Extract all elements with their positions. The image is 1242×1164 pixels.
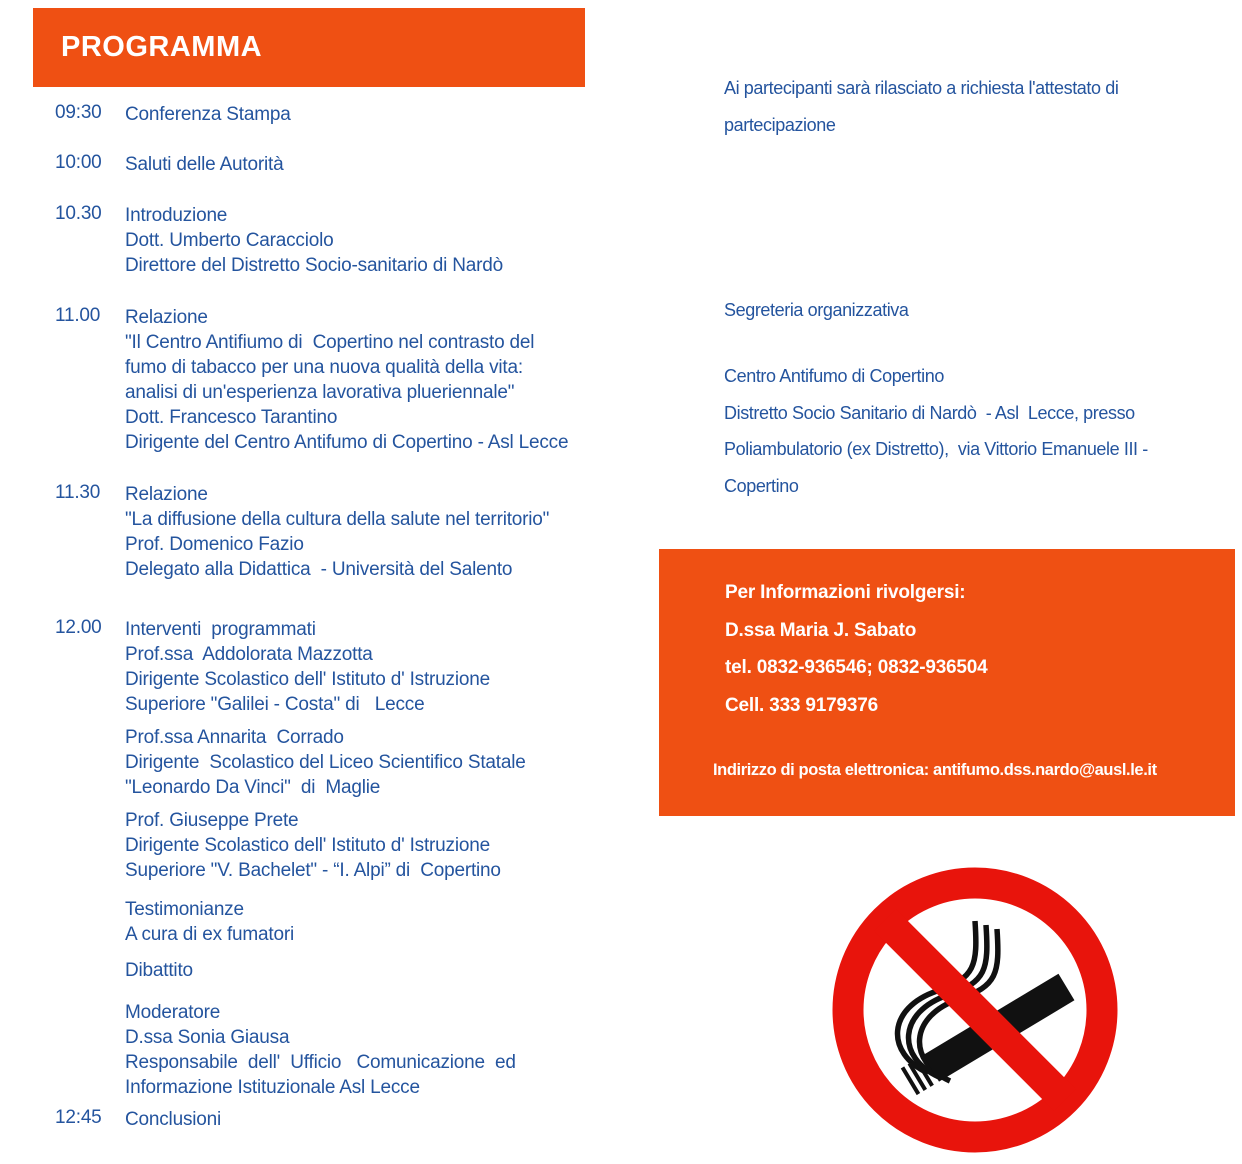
entry-line: Relazione bbox=[125, 484, 208, 505]
secretariat-address bbox=[724, 358, 1148, 504]
entry-line: fumo di tabacco per una nuova qualità della vita: bbox=[125, 357, 523, 378]
entry-line: Dibattito bbox=[125, 960, 193, 981]
entry-time: 11.00 bbox=[55, 305, 101, 326]
entry-time: 10:00 bbox=[55, 152, 102, 173]
entry-line: A cura di ex fumatori bbox=[125, 924, 294, 945]
secretariat-heading: Segreteria organizzativa bbox=[724, 300, 909, 320]
entry-line: Moderatore bbox=[125, 1002, 221, 1023]
entry-line: Dott. Umberto Caracciolo bbox=[125, 230, 334, 251]
schedule-entry bbox=[0, 617, 650, 717]
certificate-note bbox=[724, 70, 1118, 143]
info-line: Cell. 333 9179376 bbox=[725, 694, 878, 716]
entry-line: Prof. Giuseppe Prete bbox=[125, 810, 299, 831]
entry-line: Relazione bbox=[125, 307, 208, 328]
entry-line: Introduzione bbox=[125, 205, 228, 226]
entry-time: 12:45 bbox=[55, 1107, 102, 1128]
entry-line: Saluti delle Autorità bbox=[125, 154, 284, 175]
entry-line: Delegato alla Didattica - Università del Salento bbox=[125, 559, 513, 580]
entry-line: Dirigente Scolastico dell' Istituto d' Istruzione bbox=[125, 835, 490, 856]
entry-line: Dirigente Scolastico dell' Istituto d' Istruzione bbox=[125, 669, 490, 690]
info-line: Per Informazioni rivolgersi: bbox=[725, 582, 966, 603]
address-line: Poliambulatorio (ex Distretto), via Vittorio Emanuele III - bbox=[724, 439, 1148, 459]
entry-line: Prof.ssa Addolorata Mazzotta bbox=[125, 644, 373, 665]
schedule-entry bbox=[0, 958, 650, 983]
entry-line: Responsabile dell' Ufficio Comunicazione ed bbox=[125, 1052, 516, 1073]
entry-line: Direttore del Distretto Socio-sanitario di Nardò bbox=[125, 255, 503, 276]
entry-line: analisi di un'esperienza lavorativa plueriennale" bbox=[125, 382, 515, 403]
entry-time: 11.30 bbox=[55, 482, 101, 503]
entry-time: 12.00 bbox=[55, 617, 102, 638]
entry-line: Dott. Francesco Tarantino bbox=[125, 407, 338, 428]
schedule-entry bbox=[0, 1000, 650, 1100]
entry-line: "La diffusione della cultura della salute nel territorio" bbox=[125, 509, 550, 530]
address-line: Distretto Socio Sanitario di Nardò - Asl Lecce, presso bbox=[724, 402, 1135, 423]
schedule-entry bbox=[0, 808, 650, 883]
program-header-bar bbox=[33, 8, 585, 87]
page-title: PROGRAMMA bbox=[61, 30, 263, 63]
entry-line: Testimonianze bbox=[125, 899, 244, 920]
schedule-entry bbox=[0, 203, 650, 278]
note-line: Ai partecipanti sarà rilasciato a richiesta l'attestato di bbox=[724, 78, 1119, 98]
schedule-entry bbox=[0, 305, 650, 455]
entry-line: Dirigente Scolastico del Liceo Scientifico Statale bbox=[125, 752, 526, 773]
entry-line: Conferenza Stampa bbox=[125, 104, 291, 125]
schedule-entry bbox=[0, 482, 650, 582]
entry-line: Superiore "V. Bachelet" - “I. Alpi” di Copertino bbox=[125, 860, 501, 881]
info-box bbox=[659, 549, 1235, 816]
schedule-entry bbox=[0, 102, 650, 127]
info-line: D.ssa Maria J. Sabato bbox=[725, 619, 917, 641]
entry-line: "Il Centro Antifiumo di Copertino nel contrasto del bbox=[125, 332, 535, 353]
info-line: tel. 0832-936546; 0832-936504 bbox=[725, 657, 988, 678]
schedule-entry bbox=[0, 897, 650, 947]
entry-line: Informazione Istituzionale Asl Lecce bbox=[125, 1077, 420, 1098]
entry-line: "Leonardo Da Vinci" di Maglie bbox=[125, 777, 381, 798]
entry-time: 09:30 bbox=[55, 102, 102, 123]
entry-line: Conclusioni bbox=[125, 1109, 222, 1130]
address-line: Copertino bbox=[724, 475, 799, 496]
no-smoking-icon bbox=[825, 860, 1125, 1160]
entry-line: Prof. Domenico Fazio bbox=[125, 534, 304, 555]
schedule-entry bbox=[0, 152, 650, 177]
entry-time: 10.30 bbox=[55, 203, 102, 224]
note-line: partecipazione bbox=[724, 114, 836, 135]
schedule-entry bbox=[0, 725, 650, 800]
entry-line: Interventi programmati bbox=[125, 619, 316, 640]
email-line: Indirizzo di posta elettronica: antifumo.dss.nardo@ausl.le.it bbox=[713, 761, 1157, 779]
address-line: Centro Antifumo di Copertino bbox=[724, 366, 944, 386]
entry-line: D.ssa Sonia Giausa bbox=[125, 1027, 290, 1048]
schedule-entry bbox=[0, 1107, 650, 1132]
entry-line: Prof.ssa Annarita Corrado bbox=[125, 727, 344, 748]
entry-line: Dirigente del Centro Antifumo di Copertino - Asl Lecce bbox=[125, 432, 569, 453]
entry-line: Superiore "Galilei - Costa" di Lecce bbox=[125, 694, 425, 715]
